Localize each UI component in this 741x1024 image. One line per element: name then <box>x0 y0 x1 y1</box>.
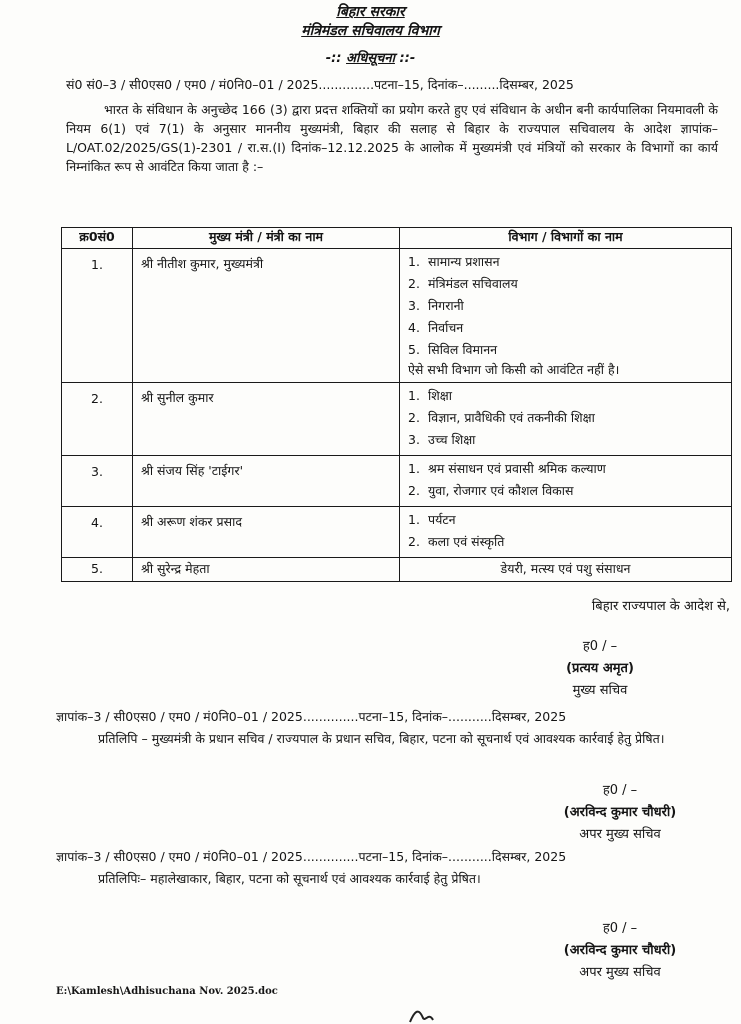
unallocated-note: ऐसे सभी विभाग जो किसी को आवंटित नहीं है। <box>408 362 620 377</box>
department-list-cell <box>400 456 732 507</box>
signed-mark: ह0 / – <box>602 783 638 798</box>
minister-name: श्री संजय सिंह 'टाईगर' <box>133 456 400 507</box>
notification-reference: सं0 सं0–3 / सी0एस0 / एम0 / मं0नि0–01 / 2025..............पटना–15, दिनांक–.........दिसम्बर, 2025 <box>66 77 574 92</box>
row-serial: 3. <box>62 456 133 507</box>
department-item: 2. मंत्रिमंडल सचिवालय <box>408 276 518 291</box>
header-departments: विभाग / विभागों का नाम <box>400 228 732 249</box>
signatory-designation: मुख्य सचिव <box>572 683 628 698</box>
department-list <box>408 509 723 553</box>
table-row <box>62 383 732 456</box>
department-item: 1. श्रम संसाधन एवं प्रवासी श्रमिक कल्याण <box>408 461 606 476</box>
signature-block-chief-secretary <box>520 636 680 698</box>
department-item: 3. उच्च शिक्षा <box>408 432 476 447</box>
row-serial: 4. <box>62 507 133 558</box>
notice-title: अधिसूचना <box>346 51 395 66</box>
copy-text-2: प्रतिलिपिः– महालेखाकार, बिहार, पटना को सूचनार्थ एवं आवश्यक कार्रवाई हेतु प्रेषित। <box>98 871 481 886</box>
department-list <box>408 251 723 361</box>
department-item: 1. सामान्य प्रशासन <box>408 254 500 269</box>
minister-name: श्री सुनील कुमार <box>133 383 400 456</box>
minister-name: श्री नीतीश कुमार, मुख्यमंत्री <box>133 249 400 383</box>
notice-suffix: ::- <box>394 51 416 66</box>
table-row <box>62 507 732 558</box>
department-title: मंत्रिमंडल सचिवालय विभाग <box>301 23 440 39</box>
department-list <box>408 458 723 502</box>
notice-prefix: -:: <box>325 51 347 66</box>
minister-name: श्री सुरेन्द्र मेहता <box>133 558 400 582</box>
department-item: 1. पर्यटन <box>408 512 456 527</box>
allocation-table <box>61 227 732 582</box>
copy-reference-1: ज्ञापांक–3 / सी0एस0 / एम0 / मं0नि0–01 / 2025..............पटना–15, दिनांक–...........दिसम्बर, 2025 <box>56 709 567 724</box>
department-item: 2. कला एवं संस्कृति <box>408 534 505 549</box>
table-row <box>62 558 732 582</box>
signed-mark: ह0 / – <box>602 921 638 936</box>
department-list <box>408 385 723 451</box>
department-list-cell <box>400 249 732 383</box>
intro-paragraph <box>66 100 718 176</box>
signatory-designation: अपर मुख्य सचिव <box>579 827 661 842</box>
signature-block-acs-2 <box>520 918 720 980</box>
handwritten-mark-icon <box>405 1004 465 1024</box>
notice-heading <box>0 48 741 66</box>
row-serial: 2. <box>62 383 133 456</box>
department-item: 1. शिक्षा <box>408 388 452 403</box>
intro-text: भारत के संविधान के अनुच्छेद 166 (3) द्वारा प्रदत्त शक्तियों का प्रयोग करते हुए एवं संविधान के अधीन बनी कार्यपालिका नियमावली के नियम 6(1) एवं 7(1) के अनुसार माननीय मुख्यमंत्री, बिहार की सलाह से बिहार के राज्यपाल सचिवालय के आदेश ज्ञापांक– L/OAT.02/2025/GS(1)-2301 / रा.स.(I) दिनांक–12.12.2025 के आलोक में मुख्यमंत्री एवं मंत्रियों को सरकार के विभागों का कार्य निम्नांकित रूप से आवंटित किया जाता है :– <box>66 102 718 174</box>
table-row <box>62 456 732 507</box>
department-item: 3. निगरानी <box>408 298 464 313</box>
signed-mark: ह0 / – <box>582 639 618 654</box>
header-minister: मुख्य मंत्री / मंत्री का नाम <box>133 228 400 249</box>
row-serial: 5. <box>62 558 133 582</box>
order-by-line: बिहार राज्यपाल के आदेश से, <box>591 599 730 614</box>
copy-reference-2: ज्ञापांक–3 / सी0एस0 / एम0 / मं0नि0–01 / 2025..............पटना–15, दिनांक–...........दिसम्बर, 2025 <box>56 849 567 864</box>
copy-text-1: प्रतिलिपि – मुख्यमंत्री के प्रधान सचिव / राज्यपाल के प्रधान सचिव, बिहार, पटना को सूचनार्थ एवं आवश्यक कार्रवाई हेतु प्रेषित। <box>98 731 665 746</box>
department-single: डेयरी, मत्स्य एवं पशु संसाधन <box>400 558 732 582</box>
government-title: बिहार सरकार <box>336 4 405 20</box>
department-item: 2. युवा, रोजगार एवं कौशल विकास <box>408 483 574 498</box>
department-item: 5. सिविल विमानन <box>408 342 498 357</box>
header-serial: क्र0सं0 <box>62 228 133 249</box>
signatory-name: (अरविन्द कुमार चौधरी) <box>563 943 677 958</box>
signatory-name: (प्रत्यय अमृत) <box>566 661 634 676</box>
row-serial: 1. <box>62 249 133 383</box>
table-header-row <box>62 228 732 249</box>
signatory-name: (अरविन्द कुमार चौधरी) <box>563 805 677 820</box>
minister-name: श्री अरूण शंकर प्रसाद <box>133 507 400 558</box>
department-list-cell <box>400 507 732 558</box>
signatory-designation: अपर मुख्य सचिव <box>579 965 661 980</box>
department-item: 2. विज्ञान, प्रावैधिकी एवं तकनीकी शिक्षा <box>408 410 595 425</box>
department-item: 4. निर्वाचन <box>408 320 464 335</box>
signature-block-acs-1 <box>520 780 720 842</box>
file-path-footer: E:\Kamlesh\Adhisuchana Nov. 2025.doc <box>56 986 278 997</box>
table-row <box>62 249 732 383</box>
department-list-cell <box>400 383 732 456</box>
